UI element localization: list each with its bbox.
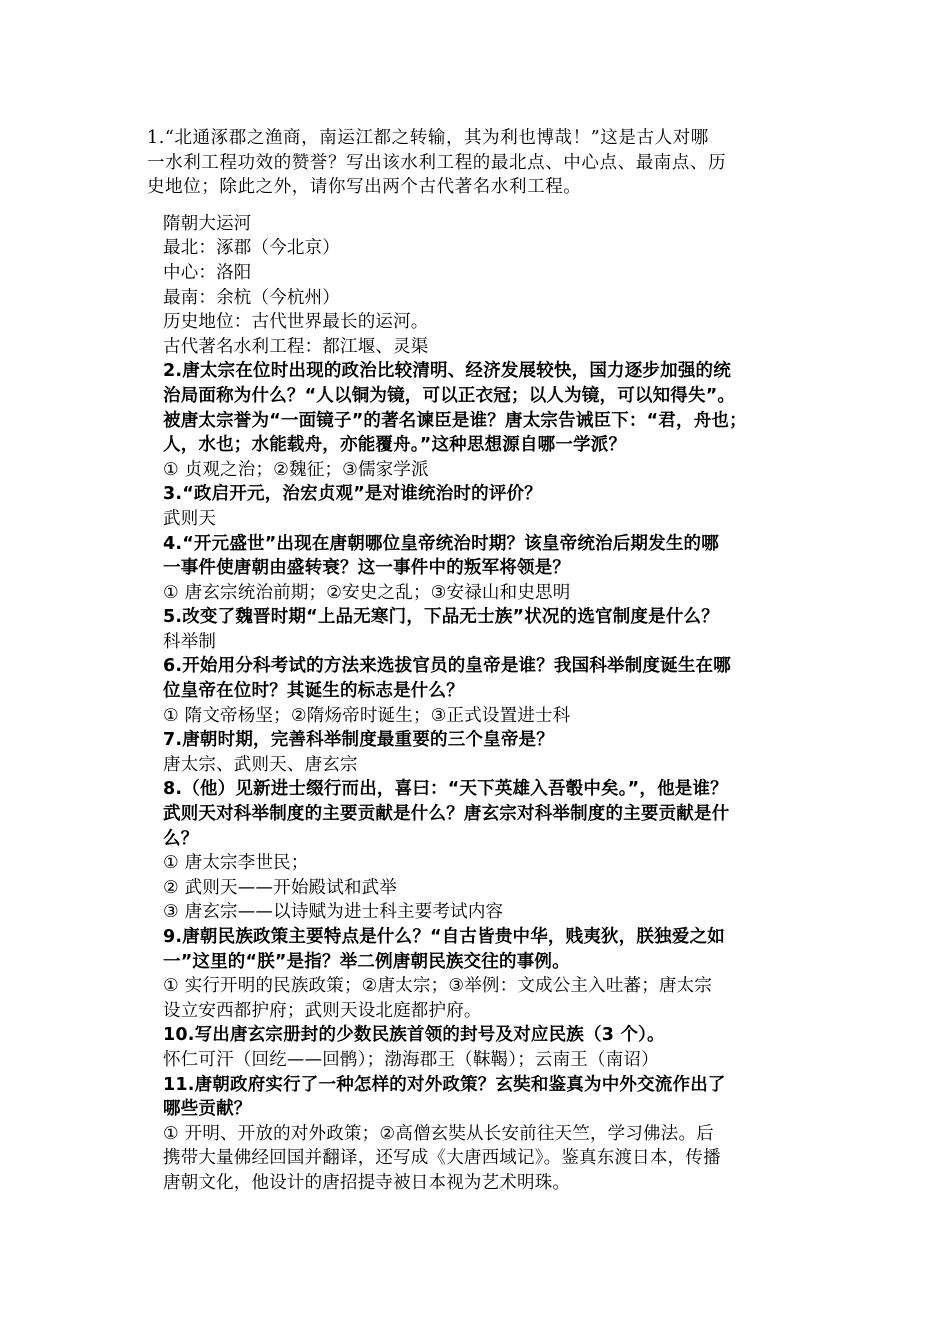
answer-1-line: 古代著名水利工程：都江堰、灵渠: [163, 336, 429, 357]
question-2-line: 治局面称为什么？“人以铜为镜，可以正衣冠；以人为镜，可以知得失”。: [163, 385, 736, 406]
question-8: [163, 777, 803, 925]
answer-8-line: ② 武则天——开始殿试和武举: [163, 877, 398, 898]
answer-10-line: 怀仁可汗（回纥——回鹘）；渤海郡王（靺鞨）；云南王（南诏）: [163, 1049, 659, 1070]
qa-content: [147, 126, 803, 1196]
answer-8-line: ③ 唐玄宗——以诗赋为进士科主要考试内容: [163, 902, 504, 923]
answer-9-line: ① 实行开明的民族政策；②唐太宗；③举例：文成公主入吐蕃；唐太宗: [163, 976, 713, 997]
answer-1: [163, 212, 803, 360]
question-1: [147, 126, 803, 200]
answer-9-line: 设立安西都护府；武则天设北庭都护府。: [163, 1000, 482, 1021]
question-9-line: 一”这里的“朕”是指？举二例唐朝民族交往的事例。: [163, 951, 570, 972]
question-2: [163, 359, 803, 482]
question-4-line: 4.“开元盛世”出现在唐朝哪位皇帝统治时期？该皇帝统治后期发生的哪: [163, 533, 719, 554]
answer-2-line: ① 贞观之治；②魏征；③儒家学派: [163, 459, 429, 480]
question-8-line: 么？: [163, 828, 199, 849]
answer-1-line: 最南：余杭（今杭州）: [163, 287, 340, 308]
question-3-line: 3.“政启开元，治宏贞观”是对谁统治时的评价？: [163, 484, 542, 505]
answer-1-line: 中心：洛阳: [163, 262, 252, 283]
question-6-line: 6.开始用分科考试的方法来选拔官员的皇帝是谁？我国科举制度诞生在哪: [163, 656, 731, 677]
question-9: [163, 925, 803, 1023]
answer-1-line: 最北：涿郡（今北京）: [163, 238, 340, 259]
question-6-line: 位皇帝在位时？其诞生的标志是什么？: [163, 681, 464, 702]
answer-8-line: ① 唐太宗李世民；: [163, 853, 309, 874]
question-1-line: 史地位；除此之外，请你写出两个古代著名水利工程。: [147, 177, 582, 198]
question-2-line: 2.唐太宗在位时出现的政治比较清明、经济发展较快，国力逐步加强的统: [163, 361, 731, 382]
question-10: [163, 1023, 803, 1072]
answer-5-line: 科举制: [163, 631, 217, 652]
question-1-line: 一水利工程功效的赞誉？写出该水利工程的最北点、中心点、最南点、历: [147, 152, 727, 173]
question-8-line: 武则天对科举制度的主要贡献是什么？唐玄宗对科举制度的主要贡献是什: [163, 804, 730, 825]
answer-7-line: 唐太宗、武则天、唐玄宗: [163, 754, 358, 775]
answer-4-line: ① 唐玄宗统治前期；②安史之乱；③安禄山和史思明: [163, 582, 571, 603]
question-11-line: 哪些贡献？: [163, 1099, 252, 1120]
answer-11-line: ① 开明、开放的对外政策；②高僧玄奘从长安前往天竺，学习佛法。后: [163, 1123, 714, 1144]
question-2-line: 人，水也；水能载舟，亦能覆舟。”这种思想源自哪一学派？: [163, 435, 627, 456]
question-11-line: 11.唐朝政府实行了一种怎样的对外政策？玄奘和鉴真为中外交流作出了: [163, 1074, 726, 1095]
question-1-line: 1.“北通涿郡之渔商，南运江都之转输，其为利也博哉！”这是古人对哪: [147, 128, 709, 148]
question-11: [163, 1073, 803, 1196]
question-6: [163, 654, 803, 728]
answer-1-line: 隋朝大运河: [163, 213, 252, 234]
question-2-line: 被唐太宗誉为“一面镜子”的著名谏臣是谁？唐太宗告诫臣下：“君，舟也；: [163, 410, 747, 431]
question-8-line: 8.（他）见新进士缀行而出，喜曰：“天下英雄入吾彀中矣。”，他是谁？: [163, 779, 728, 800]
question-7-line: 7.唐朝时期，完善科举制度最重要的三个皇帝是？: [163, 730, 554, 751]
question-3: [163, 482, 803, 531]
answer-3-line: 武则天: [163, 508, 217, 529]
question-10-line: 10.写出唐玄宗册封的少数民族首领的封号及对应民族（3 个）。: [163, 1025, 665, 1046]
question-7: [163, 728, 803, 777]
question-4: [163, 532, 803, 606]
answer-11-line: 唐朝文化，他设计的唐招提寺被日本视为艺术明珠。: [163, 1172, 571, 1193]
answer-11-line: 携带大量佛经回国并翻译，还写成《大唐西域记》。鉴真东渡日本，传播: [163, 1148, 721, 1169]
question-4-line: 一事件使唐朝由盛转衰？这一事件中的叛军将领是？: [163, 558, 571, 579]
answer-6-line: ① 隋文帝杨坚；②隋炀帝时诞生；③正式设置进士科: [163, 705, 571, 726]
question-9-line: 9.唐朝民族政策主要特点是什么？“自古皆贵中华，贱夷狄，朕独爱之如: [163, 927, 725, 947]
answer-1-line: 历史地位：古代世界最长的运河。: [163, 312, 429, 333]
question-5: [163, 605, 803, 654]
question-5-line: 5.改变了魏晋时期“上品无寒门，下品无士族”状况的选官制度是什么？: [163, 607, 719, 628]
